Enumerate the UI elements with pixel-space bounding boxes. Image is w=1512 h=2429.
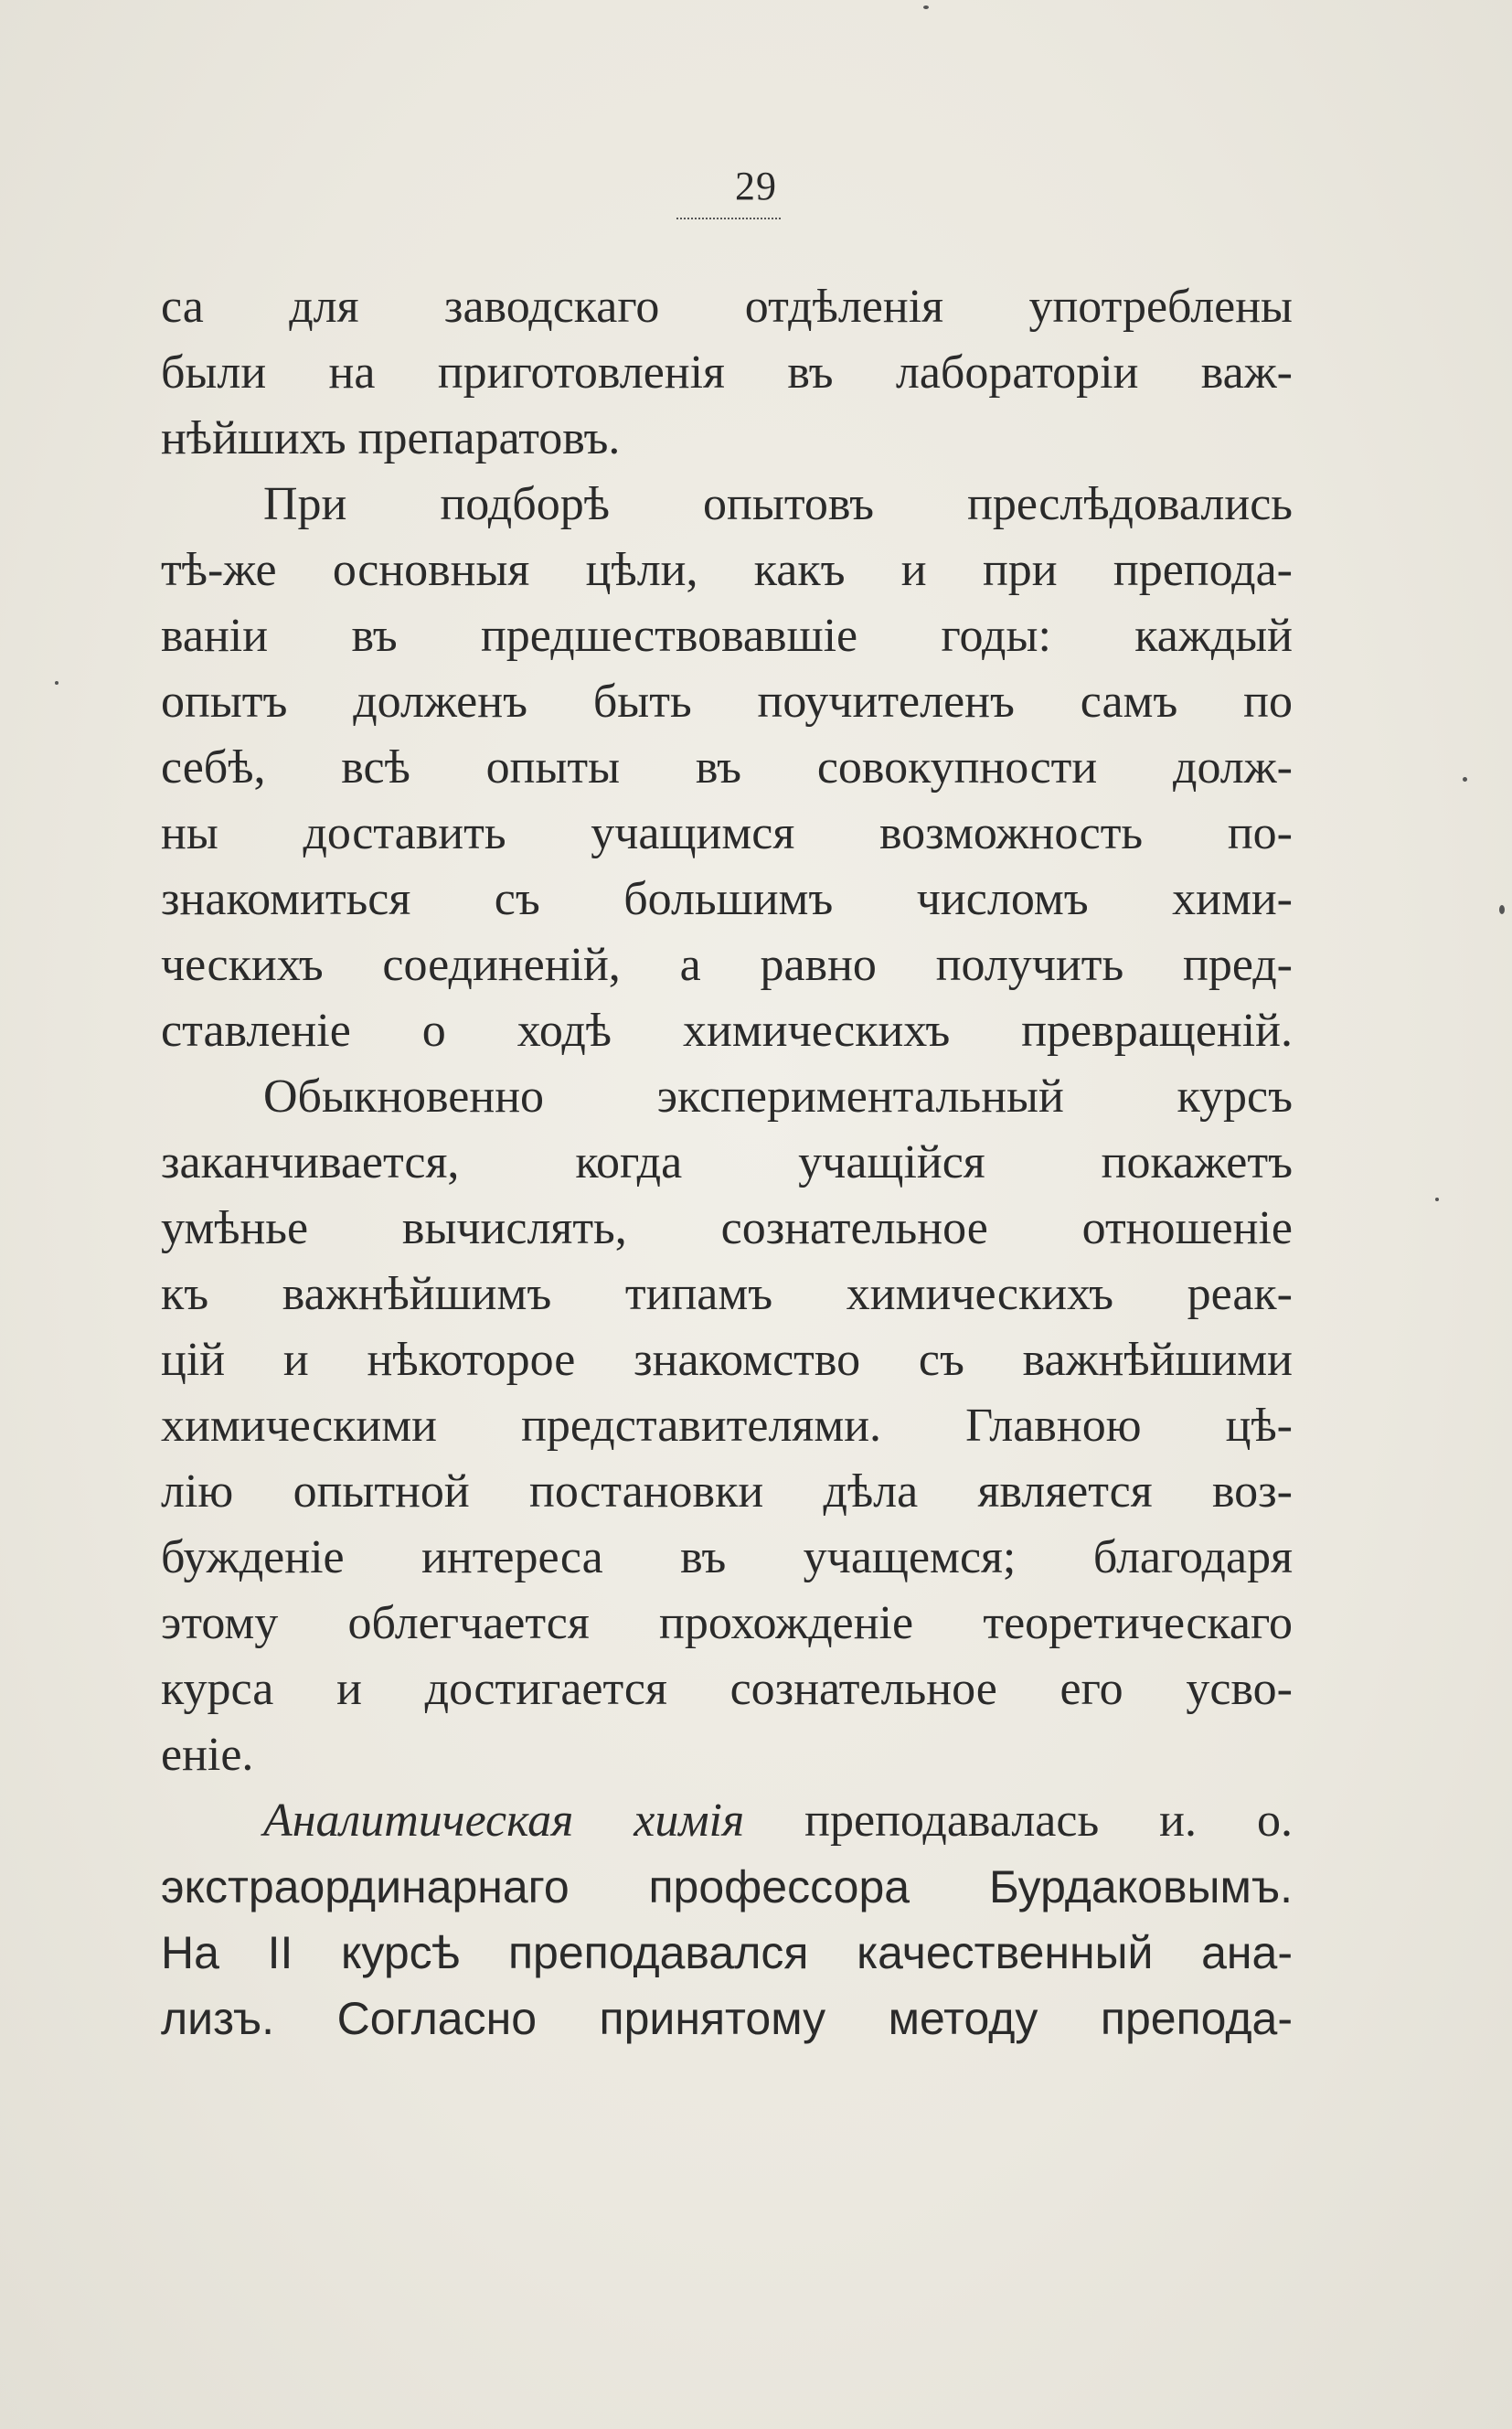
text-line: ставленіе о ходѣ химическихъ превращеній. xyxy=(161,1005,1293,1057)
text-line: курса и достигается сознательное его усво- xyxy=(161,1663,1293,1715)
body-text xyxy=(161,274,1293,2051)
text-line: тѣ-же основныя цѣли, какъ и при препода- xyxy=(161,544,1293,596)
paper-speck xyxy=(55,681,59,685)
text-line: бужденіе интереса въ учащемся; благодаря xyxy=(161,1531,1293,1583)
text-line: лизъ. Согласно принятому методу препода- xyxy=(161,1993,1293,2044)
text-line: нѣйшихъ препаратовъ. xyxy=(161,412,621,464)
text-line: лію опытной постановки дѣла является воз- xyxy=(161,1465,1293,1518)
text-line: ны доставить учащимся возможность по- xyxy=(161,807,1293,859)
text-line: этому облегчается прохожденіе теоретическаго xyxy=(161,1597,1293,1649)
paragraph-first-line xyxy=(161,1788,1293,1854)
paper-speck xyxy=(1435,1198,1439,1201)
paragraph-first-line: При подборѣ опытовъ преслѣдовались xyxy=(263,478,1293,530)
text-line: были на приготовленія въ лабораторіи важ- xyxy=(161,346,1293,399)
paper-speck xyxy=(1463,777,1467,782)
paragraph-first-line: Обыкновенно экспериментальный курсъ xyxy=(263,1071,1293,1123)
text-line: цій и нѣкоторое знакомство съ важнѣйшими xyxy=(161,1334,1293,1386)
text-line: химическими представителями. Главною цѣ- xyxy=(161,1400,1293,1452)
text-line: еніе. xyxy=(161,1729,254,1781)
text-line: заканчивается, когда учащійся покажетъ xyxy=(161,1136,1293,1188)
paper-speck xyxy=(1499,905,1505,914)
italic-term: Аналитическая химія xyxy=(263,1795,745,1847)
text-line: знакомиться съ большимъ числомъ хими- xyxy=(161,873,1293,925)
paper-speck xyxy=(923,5,929,9)
page-number-rule xyxy=(676,218,781,219)
text-line: На II курсѣ преподавался качественный ана- xyxy=(161,1927,1293,1978)
page-number: 29 xyxy=(735,164,777,208)
text-line: къ важнѣйшимъ типамъ химическихъ реак- xyxy=(161,1268,1293,1320)
text-line: экстраординарнаго профессора Бурдаковымъ. xyxy=(161,1861,1293,1912)
text-line: ческихъ соединеній, а равно получить пред- xyxy=(161,939,1293,991)
line-remainder: преподавалась и. о. xyxy=(744,1795,1293,1847)
text-line: умѣнье вычислять, сознательное отношеніе xyxy=(161,1202,1293,1254)
text-line: опытъ долженъ быть поучителенъ самъ по xyxy=(161,676,1293,728)
text-line: са для заводскаго отдѣленія употреблены xyxy=(161,281,1293,333)
text-line: себѣ, всѣ опыты въ совокупности долж- xyxy=(161,741,1293,794)
text-line: ваніи въ предшествовавшіе годы: каждый xyxy=(161,610,1293,662)
